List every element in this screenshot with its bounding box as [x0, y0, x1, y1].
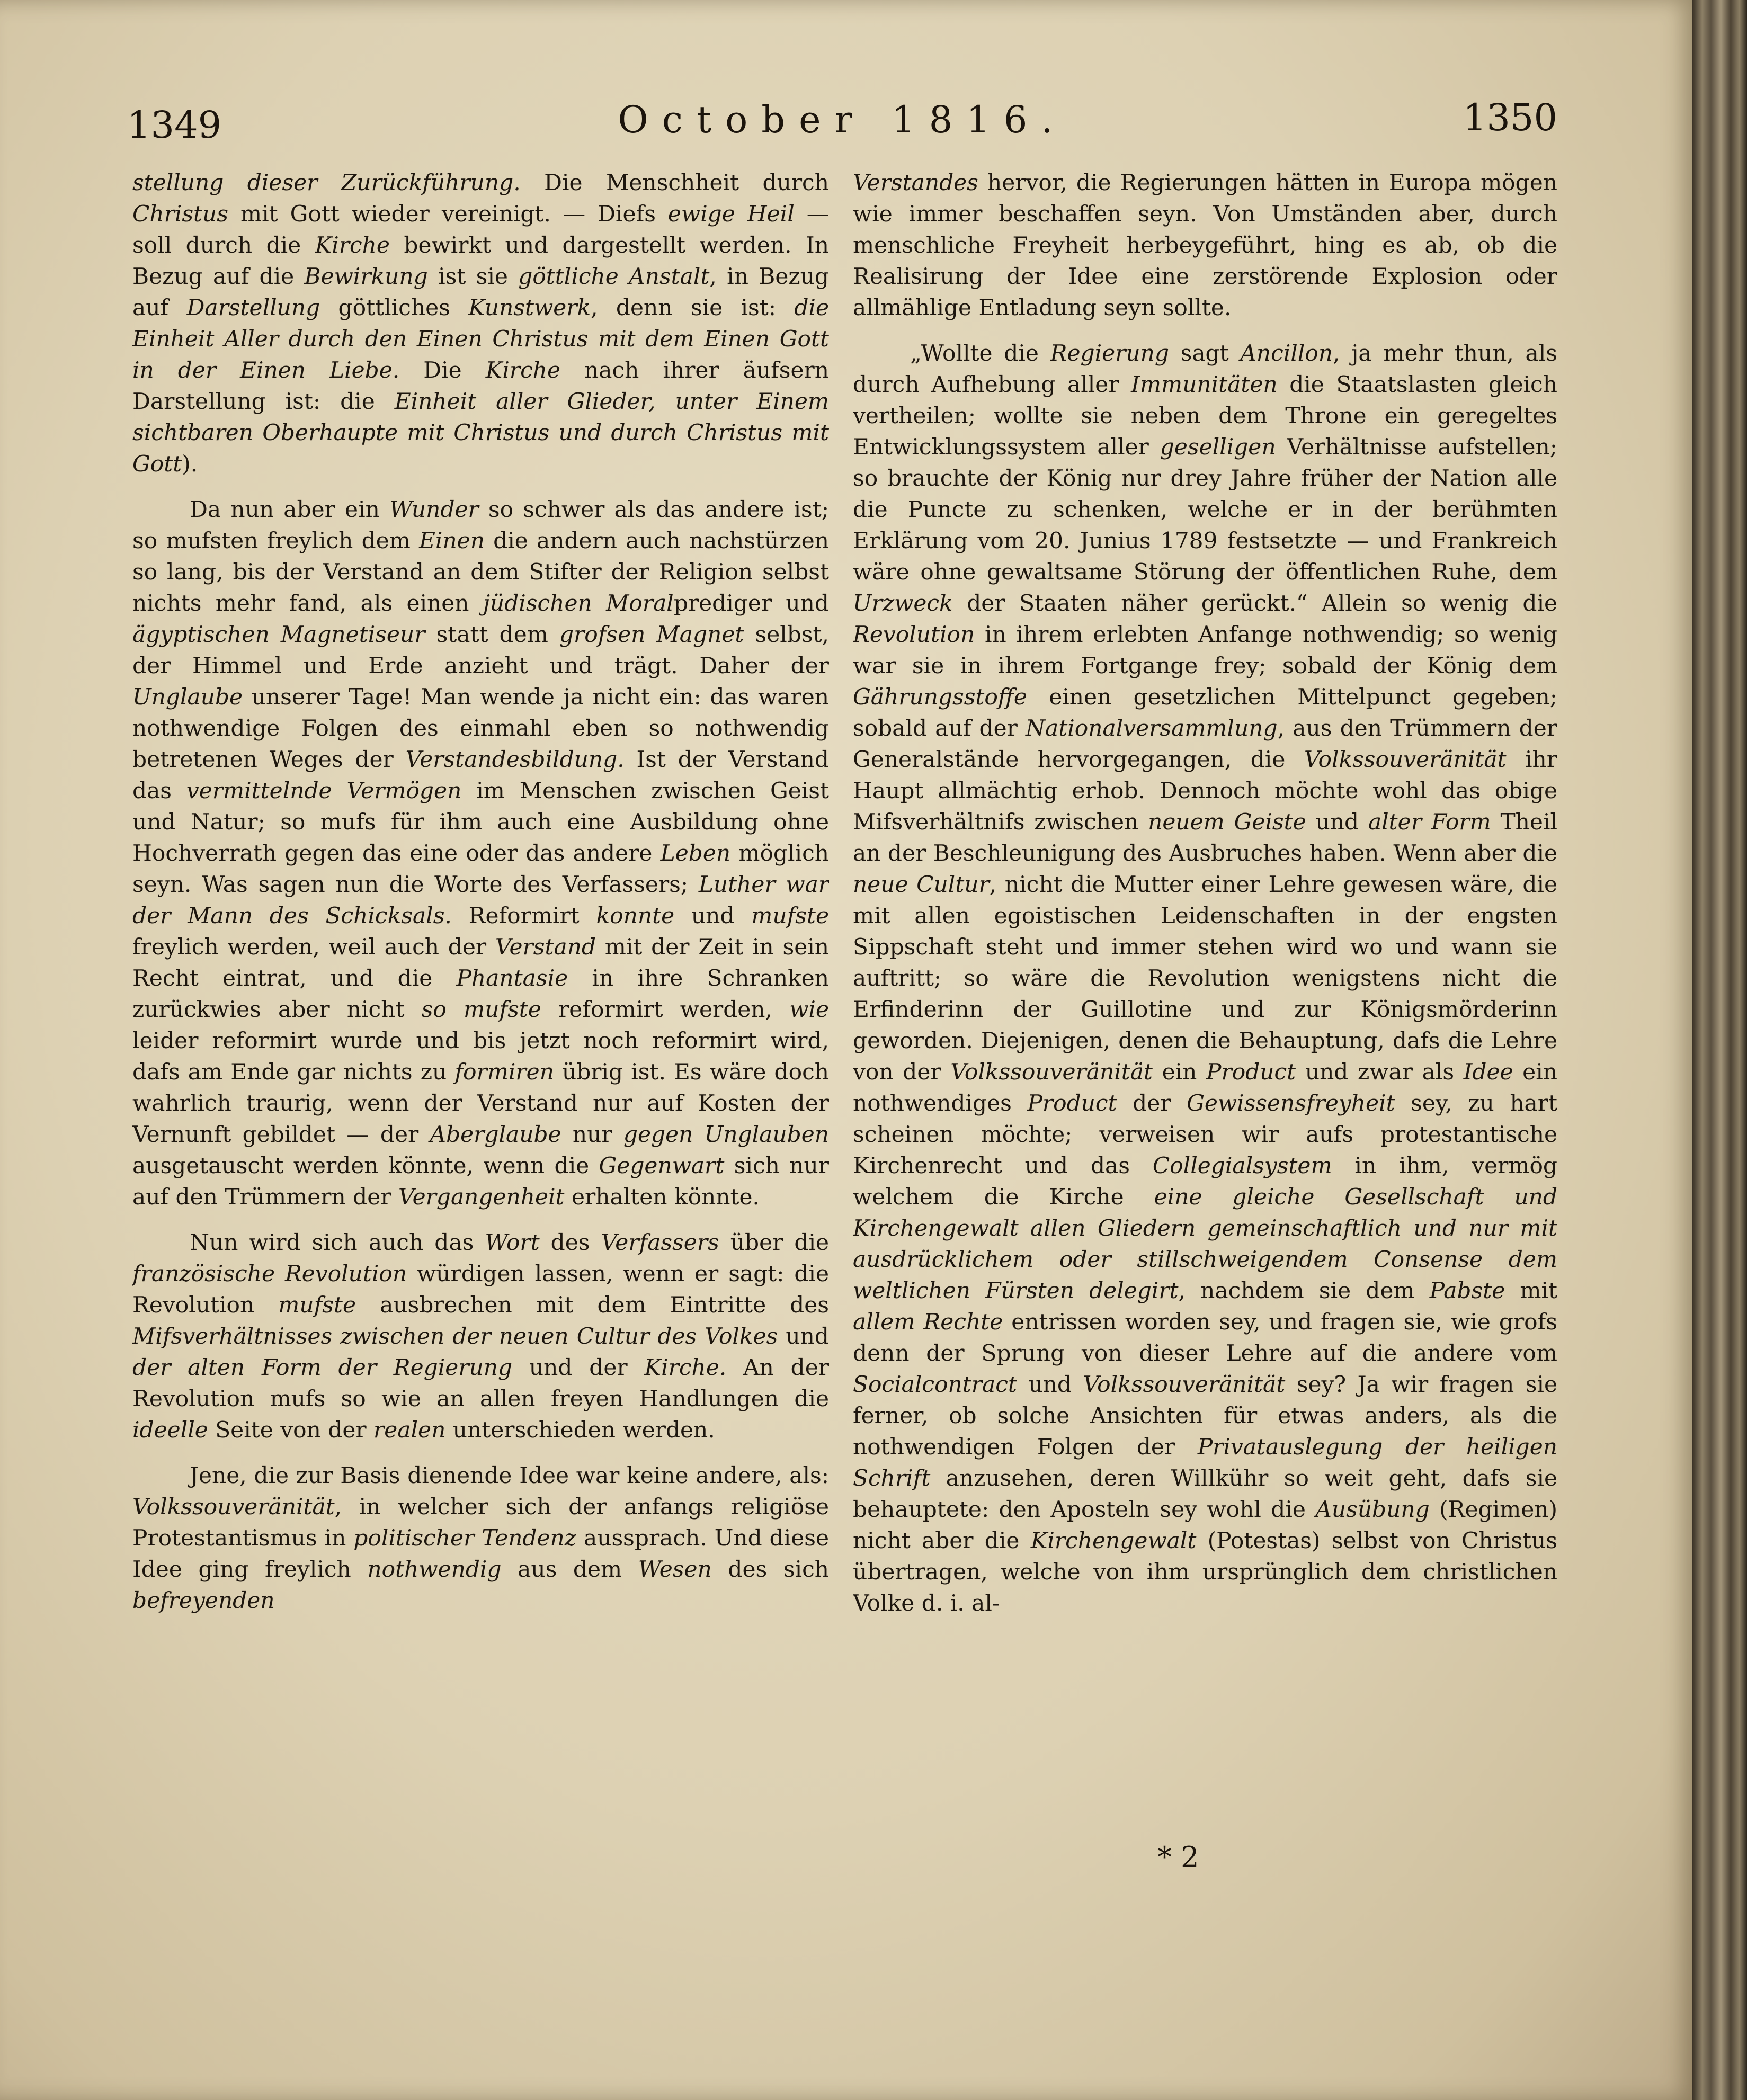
- emphasis-run: grofsen Magnet: [559, 621, 744, 647]
- text-run: und der: [512, 1354, 645, 1380]
- left-page-number: 1349: [127, 103, 222, 147]
- text-run: , in welcher sich der anfangs religiöse Protestantismus in: [132, 1494, 829, 1551]
- emphasis-run: Socialcontract: [853, 1371, 1017, 1397]
- text-run: bewirkt und dargestellt werden. In Bezug auf die: [132, 232, 829, 289]
- text-run: des sich: [711, 1556, 829, 1582]
- text-run: aussprach. Und diese Idee ging freylich: [132, 1525, 829, 1582]
- emphasis-run: Immunitäten: [1131, 371, 1278, 397]
- text-run: mit: [1505, 1277, 1557, 1303]
- text-run: aus dem: [501, 1556, 638, 1582]
- emphasis-run: alter Form: [1368, 809, 1491, 835]
- text-run: Seite von der: [208, 1417, 374, 1443]
- text-run: Nun wird sich auch das: [190, 1229, 485, 1255]
- emphasis-run: wie: [789, 996, 829, 1022]
- emphasis-run: ägyptischen Magnetiseur: [132, 621, 425, 647]
- right-page-number: 1350: [1463, 96, 1557, 139]
- text-run: ein nothwendiges: [853, 1059, 1557, 1116]
- paragraph: [132, 1460, 829, 1616]
- emphasis-run: Wesen: [638, 1556, 712, 1582]
- emphasis-run: Wort: [485, 1229, 540, 1255]
- text-run: in ihre Schranken zurückwies aber nicht: [132, 965, 829, 1022]
- emphasis-run: so mufste: [421, 996, 541, 1022]
- emphasis-run: Gewissensfreyheit: [1187, 1090, 1395, 1116]
- text-run: Jene, die zur Basis dienende Idee war keine andere, als:: [190, 1462, 829, 1488]
- emphasis-run: Product: [1027, 1090, 1117, 1116]
- text-run: würdigen lassen, wenn er sagt: die Revolution: [132, 1261, 829, 1318]
- text-run: und: [674, 902, 752, 928]
- text-run: und zwar als: [1296, 1059, 1464, 1085]
- text-run: sey, zu hart scheinen möchte; verweisen wir aufs protestantische Kirchenrecht und das: [853, 1090, 1557, 1178]
- emphasis-run: Urzweck: [853, 590, 953, 616]
- emphasis-run: Unglaube: [132, 684, 243, 710]
- emphasis-run: Idee: [1463, 1059, 1513, 1085]
- emphasis-run: realen: [373, 1417, 446, 1443]
- right-column: [853, 167, 1557, 1814]
- emphasis-run: Kirche: [485, 357, 561, 383]
- emphasis-run: Mifsverhältnisses zwischen der neuen Cultur des Volkes: [132, 1323, 778, 1349]
- text-run: nur: [561, 1121, 623, 1147]
- emphasis-run: Darstellung: [186, 294, 320, 320]
- emphasis-run: Christus: [132, 201, 229, 227]
- emphasis-run: mufste: [751, 902, 829, 928]
- printer-signature: * 2: [1157, 1840, 1199, 1874]
- emphasis-run: allem Rechte: [853, 1309, 1003, 1335]
- text-run: sey? Ja wir fragen sie ferner, ob solche Ansichten für etwas anders, als die nothwendigen Folgen der: [853, 1371, 1557, 1460]
- emphasis-run: neue Cultur: [853, 871, 990, 897]
- text-run: nach ihrer äufsern Darstellung ist: die: [132, 357, 829, 414]
- emphasis-run: eine gleiche Gesellschaft und Kirchengewalt allen Gliedern gemeinschaftlich und nur mit ausdrücklichem oder stillschweigendem Consense dem weltlichen Fürsten delegirt: [853, 1184, 1557, 1303]
- text-run: unterschieden werden.: [445, 1417, 715, 1443]
- emphasis-run: Privatauslegung der heiligen Schrift: [853, 1434, 1557, 1491]
- text-run: des: [539, 1229, 601, 1255]
- text-run: in ihm, vermög welchem die Kirche: [853, 1152, 1557, 1210]
- emphasis-run: Kirche: [315, 232, 390, 258]
- running-header: [127, 98, 1557, 156]
- emphasis-run: Regierung: [1050, 340, 1169, 366]
- emphasis-run: politischer Tendenz: [353, 1525, 577, 1551]
- text-run: prediger und: [673, 590, 829, 616]
- text-run: , ja mehr thun, als durch Aufhebung aller: [853, 340, 1557, 397]
- text-run: Die: [399, 357, 486, 383]
- text-run: Da nun aber ein: [190, 496, 390, 522]
- text-run: sich nur auf den Trümmern der: [132, 1152, 829, 1210]
- text-run: Reformirt: [451, 902, 596, 928]
- book-page-edges: [1692, 0, 1747, 2100]
- text-run: ausgetauscht werden könnte, wenn die: [132, 1152, 599, 1178]
- paragraph: [132, 494, 829, 1212]
- text-run: freylich werden, weil auch der: [132, 934, 495, 960]
- text-run: einen gesetzlichen Mittelpunct gegeben; sobald auf der: [853, 684, 1557, 741]
- text-run: leider reformirt wurde und bis jetzt noch reformirt wird, dafs am Ende gar nichts zu: [132, 1027, 829, 1085]
- emphasis-run: befreyenden: [132, 1587, 275, 1613]
- text-run: hervor, die Regierungen hätten in Europa mögen wie immer beschaffen seyn. Von Umständen aber, durch menschliche Freyheit herbeygeführt, hing es ab, ob die Realisirung der Idee eine zerstörende Explosion oder allmählige Entladung seyn sollte.: [853, 169, 1557, 320]
- emphasis-run: Verstandes: [853, 169, 978, 195]
- text-run: (Regimen) nicht aber die: [853, 1496, 1557, 1553]
- text-run: die Staatslasten gleich vertheilen; wollte sie neben dem Throne ein geregeltes Entwicklungssystem aller: [853, 371, 1557, 460]
- text-run: über die: [719, 1229, 829, 1255]
- paragraph: [853, 167, 1557, 323]
- text-run: und: [778, 1323, 829, 1349]
- emphasis-run: Einheit aller Glieder, unter Einem sichtbaren Oberhaupte mit Christus und durch Christus mit Gott: [132, 388, 829, 477]
- emphasis-run: Phantasie: [456, 965, 568, 991]
- emphasis-run: Nationalversammlung: [1026, 715, 1278, 741]
- emphasis-run: Aberglaube: [430, 1121, 561, 1147]
- text-run: ein: [1152, 1059, 1207, 1085]
- emphasis-run: Wunder: [389, 496, 479, 522]
- emphasis-run: die Einheit Aller durch den Einen Christus mit dem Einen Gott in der Einen Liebe.: [132, 294, 829, 383]
- emphasis-run: stellung dieser Zurückführung.: [132, 169, 521, 195]
- emphasis-run: neuem Geiste: [1148, 809, 1306, 835]
- emphasis-run: konnte: [596, 902, 675, 928]
- emphasis-run: mufste: [278, 1292, 356, 1318]
- emphasis-run: Kirche.: [644, 1354, 727, 1380]
- text-run: ist sie: [427, 263, 519, 289]
- emphasis-run: Gegenwart: [599, 1152, 725, 1178]
- emphasis-run: Volkssouveränität: [1083, 1371, 1286, 1397]
- running-title: October 1816.: [618, 98, 1067, 141]
- text-run: die andern auch nachstürzen so lang, bis der Verstand an dem Stifter der Religion selbst nichts mehr fand, als einen: [132, 528, 829, 616]
- emphasis-run: Einen: [419, 528, 485, 553]
- emphasis-run: Ausübung: [1315, 1496, 1430, 1522]
- text-run: , nachdem sie dem: [1178, 1277, 1430, 1303]
- text-run: An der Revolution mufs so wie an allen freyen Handlungen die: [132, 1354, 829, 1411]
- text-run: so schwer als das andere ist; so mufsten freylich dem: [132, 496, 829, 553]
- text-run: (Potestas) selbst von Christus übertragen, welche von ihm ursprünglich dem christlichen Volke d. i. al-: [853, 1527, 1557, 1616]
- emphasis-run: Kunstwerk: [468, 294, 591, 320]
- emphasis-run: Verfassers: [601, 1229, 719, 1255]
- emphasis-run: Bewirkung: [304, 263, 428, 289]
- emphasis-run: Leben: [660, 840, 731, 866]
- text-run: in ihrem erlebten Anfange nothwendig; so wenig war sie in ihrem Fortgange frey; sobald der König dem: [853, 621, 1557, 678]
- paragraph: [132, 1227, 829, 1445]
- left-column: [132, 167, 829, 1814]
- emphasis-run: formiren: [454, 1059, 554, 1085]
- emphasis-run: der alten Form der Regierung: [132, 1354, 513, 1380]
- paragraph: [132, 167, 829, 479]
- emphasis-run: geselligen: [1160, 434, 1276, 460]
- text-run: göttliches: [320, 294, 469, 320]
- text-run: möglich seyn. Was sagen nun die Worte des Verfassers;: [132, 840, 829, 897]
- emphasis-run: Vergangenheit: [398, 1184, 565, 1210]
- paragraph: [853, 337, 1557, 1619]
- text-run: unserer Tage! Man wende ja nicht ein: das waren nothwendige Folgen des einmahl eben so nothwendig betretenen Weges der: [132, 684, 829, 772]
- text-run: der: [1117, 1090, 1187, 1116]
- text-run: entrissen worden sey, und fragen sie, wie grofs denn der Sprung von dieser Lehre auf die andere vom: [853, 1309, 1557, 1366]
- text-run: anzusehen, deren Willkühr so weit geht, dafs sie behauptete: den Aposteln sey wohl die: [853, 1465, 1557, 1522]
- emphasis-run: Product: [1206, 1059, 1296, 1085]
- text-run: , nicht die Mutter einer Lehre gewesen wäre, die mit allen egoistischen Leidenschaften in der engsten Sippschaft steht und immer stehen wird wo und wann sie auftritt; so wäre die Revolution wenigstens nicht die Erfinderinn der Guillotine und zur Königsmörderinn geworden. Diejenigen, denen die Behauptung, dafs die Lehre von der: [853, 871, 1557, 1085]
- emphasis-run: französische Revolution: [132, 1261, 407, 1286]
- text-run: Theil an der Beschleunigung des Ausbruches haben. Wenn aber die: [853, 809, 1557, 866]
- text-run: Verhältnisse aufstellen; so brauchte der König nur drey Jahre früher der Nation alle die Puncte zu schenken, welche er in der berühmten Erklärung vom 20. Junius 1789 festsetzte — und Frankreich wäre ohne gewaltsame Störung der öffentlichen Ruhe, dem: [853, 434, 1557, 585]
- text-run: , denn sie ist:: [591, 294, 795, 320]
- text-run: im Menschen zwischen Geist und Natur; so mufs für ihm auch eine Ausbildung ohne Hochverrath gegen das eine oder das andere: [132, 778, 829, 866]
- text-run: mit Gott wieder vereinigt. — Diefs: [228, 201, 668, 227]
- text-run: statt dem: [425, 621, 559, 647]
- emphasis-run: Ancillon: [1240, 340, 1333, 366]
- emphasis-run: Volkssouveränität: [950, 1059, 1153, 1085]
- text-run: selbst, der Himmel und Erde anzieht und trägt. Daher der: [132, 621, 829, 678]
- emphasis-run: gegen Unglauben: [623, 1121, 829, 1147]
- text-run: reformirt werden,: [541, 996, 790, 1022]
- text-run: , aus den Trümmern der Generalstände hervorgegangen, die: [853, 715, 1557, 772]
- text-run: und: [1017, 1371, 1083, 1397]
- text-run: , in Bezug auf: [132, 263, 829, 320]
- text-run: ihr Haupt allmächtig erhob. Dennoch möchte wohl das obige Mifsverhältnifs zwischen: [853, 746, 1557, 835]
- text-run: übrig ist. Es wäre doch wahrlich traurig, wenn der Verstand nur auf Kosten der Vernunft gebildet — der: [132, 1059, 829, 1147]
- emphasis-run: Gährungsstoffe: [853, 684, 1027, 710]
- text-run: ausbrechen mit dem Eintritte des: [356, 1292, 829, 1318]
- emphasis-run: göttliche Anstalt: [518, 263, 710, 289]
- emphasis-run: Collegialsystem: [1152, 1152, 1332, 1178]
- emphasis-run: Revolution: [853, 621, 975, 647]
- emphasis-run: nothwendig: [367, 1556, 502, 1582]
- emphasis-run: Volkssouveränität: [132, 1494, 335, 1520]
- emphasis-run: Kirchengewalt: [1030, 1527, 1197, 1553]
- text-run: sagt: [1169, 340, 1241, 366]
- emphasis-run: vermittelnde Vermögen: [186, 778, 462, 803]
- text-run: ).: [182, 451, 198, 477]
- text-run: erhalten könnte.: [564, 1184, 760, 1210]
- emphasis-run: Volkssouveränität: [1304, 746, 1507, 772]
- text-run: und: [1306, 809, 1368, 835]
- text-run: mit der Zeit in sein Recht eintrat, und die: [132, 934, 829, 991]
- text-run: der Staaten näher gerückt.“ Allein so wenig die: [952, 590, 1557, 616]
- text-run: „Wollte die: [910, 340, 1050, 366]
- text-run: — soll durch die: [132, 201, 829, 258]
- emphasis-run: ewige Heil: [667, 201, 795, 227]
- emphasis-run: jüdischen Moral: [483, 590, 674, 616]
- text-run: Die Menschheit durch: [520, 169, 829, 195]
- emphasis-run: Luther war der Mann des Schicksals.: [132, 871, 829, 928]
- text-run: Ist der Verstand das: [132, 746, 829, 803]
- emphasis-run: Pabste: [1429, 1277, 1505, 1303]
- emphasis-run: Verstandesbildung.: [405, 746, 625, 772]
- emphasis-run: Verstand: [495, 934, 596, 960]
- emphasis-run: ideelle: [132, 1417, 208, 1443]
